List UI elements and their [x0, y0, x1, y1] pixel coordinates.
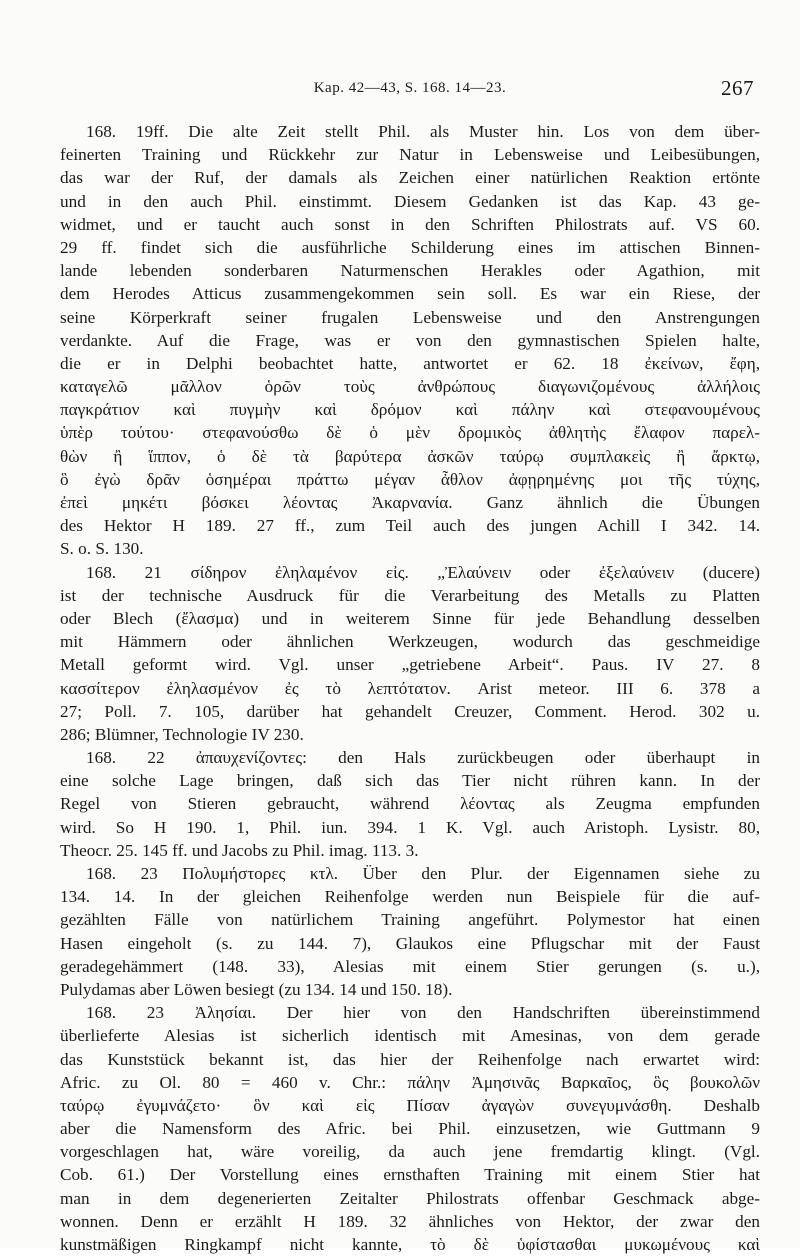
- text-line: 168. 19ff. Die alte Zeit stellt Phil. als Muster hin. Los von dem über-: [86, 122, 760, 141]
- text-line: S. o. S. 130.: [60, 539, 144, 559]
- text-line: wird. So H 190. 1, Phil. iun. 394. 1 K. Vgl. auch Aristoph. Lysistr. 80,: [60, 817, 760, 837]
- text-line: widmet, und er taucht auch sonst in den Schriften Philostrats auf. VS 60.: [60, 214, 760, 234]
- text-line: 168. 21 σίδηρον ἐληλαμένον εἰς. „Ἐλαύνειν oder ἐξελαύνειν (ducere): [86, 562, 760, 582]
- running-head: [60, 76, 760, 106]
- text-line: seine Körperkraft seiner frugalen Lebensweise und den Anstrengungen: [60, 307, 760, 327]
- text-line: 286; Blümner, Technologie IV 230.: [60, 724, 304, 744]
- text-line: des Hektor H 189. 27 ff., zum Teil auch des jungen Achill I 342. 14.: [60, 516, 760, 536]
- text-line: Metall geformt wird. Vgl. unser „getriebene Arbeit“. Paus. IV 27. 8: [60, 655, 760, 675]
- text-line: das Kunststück bekannt ist, das hier der Reihenfolge nach erwartet wird:: [60, 1049, 760, 1069]
- text-line: oder Blech (ἔλασμα) und in weiterem Sinne für jede Behandlung desselben: [60, 608, 760, 628]
- text-line: geradegehämmert (148. 33), Alesias mit einem Stier gerungen (s. u.),: [60, 956, 760, 976]
- text-line: 168. 22 ἀπαυχενίζοντες: den Hals zurückbeugen oder überhaupt in: [86, 748, 760, 768]
- text-line: Cob. 61.) Der Vorstellung eines ernsthaften Training mit einem Stier hat: [60, 1165, 760, 1185]
- text-line: Hasen eingeholt (s. zu 144. 7), Glaukos eine Pflugschar mit der Faust: [60, 933, 760, 953]
- text-line: Pulydamas aber Löwen besiegt (zu 134. 14 und 150. 18).: [60, 979, 453, 999]
- text-line: vorgeschlagen hat, wäre voreilig, da auch jene fremdartig klingt. (Vgl.: [60, 1142, 760, 1162]
- text-line: lande lebenden sonderbaren Naturmenschen Herakles oder Agathion, mit: [60, 261, 760, 281]
- text-line: 27; Poll. 7. 105, darüber hat gehandelt Creuzer, Comment. Herod. 302 u.: [60, 701, 760, 721]
- text-line: ὑπὲρ τούτου· στεφανούσθω δὲ ὁ μὲν δρομικὸς ἀθλητὴς ἔλαφον παρελ-: [60, 423, 760, 443]
- text-line: ist der technische Ausdruck für die Verarbeitung des Metalls zu Platten: [60, 585, 760, 605]
- text-line: die er in Delphi beobachtet hatte, antwortet er 62. 18 ἐκείνων, ἔφη,: [60, 353, 760, 373]
- text-line: 134. 14. In der gleichen Reihenfolge werden nun Beispiele für die auf-: [60, 887, 760, 907]
- text-line: καταγελῶ μᾶλλον ὁρῶν τοὺς ἀνθρώπους διαγωνιζομένους ἀλλήλοις: [60, 377, 760, 397]
- text-line: ταύρῳ ἐγυμνάζετο· ὃν καὶ εἰς Πίσαν ἀγαγὼν συνεγυμνάσθη. Deshalb: [60, 1095, 760, 1115]
- text-line: ὃ ἐγὼ δρᾶν ὁσημέραι πράττω μέγαν ἆθλον ἀφῃρημένης μοι τῆς τύχης,: [60, 469, 760, 489]
- text-line: man in dem degenerierten Zeitalter Philostrats offenbar Geschmack abge-: [60, 1188, 760, 1208]
- text-line: aber die Namensform des Afric. bei Phil. einzusetzen, wie Guttmann 9: [60, 1119, 760, 1139]
- text-line: Regel von Stieren gebraucht, während λέοντας als Zeugma empfunden: [60, 794, 760, 814]
- text-line: verdankte. Auf die Frage, was er von den gymnastischen Spielen halte,: [60, 330, 760, 350]
- text-line: mit Hämmern oder ähnlichen Werkzeugen, wodurch das geschmeidige: [60, 632, 760, 652]
- text-line: 168. 23 Ἀλησίαι. Der hier von den Handschriften übereinstimmend: [86, 1003, 760, 1023]
- page-number: 267: [721, 76, 754, 100]
- text-line: das war der Ruf, der damals als Zeichen einer natürlichen Reaktion ertönte: [60, 168, 760, 188]
- text-line: παγκράτιον καὶ πυγμὴν καὶ δρόμον καὶ πάλην καὶ στεφανουμένους: [60, 400, 760, 420]
- text-line: 168. 23 Πολυμήστορες κτλ. Über den Plur. der Eigennamen siehe zu: [86, 864, 760, 883]
- text-line: kunstmäßigen Ringkampf nicht kannte, τὸ δὲ ὑφίστασθαι μυκωμένους καὶ: [60, 1235, 760, 1254]
- text-line: Afric. zu Ol. 80 = 460 v. Chr.: πάλην Ἀμησινᾶς Βαρκαῖος, ὃς βουκολῶν: [60, 1072, 760, 1092]
- text-line: κασσίτερον ἐληλασμένον ἐς τὸ λεπτότατον. Arist meteor. III 6. 378 a: [60, 678, 760, 698]
- text-line: wonnen. Denn er erzählt H 189. 32 ähnliches von Hektor, der zwar den: [60, 1211, 760, 1231]
- commentary-text: [60, 120, 760, 1256]
- text-line: 29 ff. findet sich die ausführliche Schilderung eines im attischen Binnen-: [60, 237, 760, 257]
- text-line: feinerten Training und Rückkehr zur Natur in Lebensweise und Leibesübungen,: [60, 145, 760, 165]
- text-line: eine solche Lage bringen, daß sich das Tier nicht rühren kann. In der: [60, 771, 760, 791]
- text-line: Theocr. 25. 145 ff. und Jacobs zu Phil. imag. 113. 3.: [60, 840, 419, 860]
- text-line: θὼν ἢ ἵππον, ὁ δὲ τὰ βαρύτερα ἀσκῶν ταύρῳ συμπλακεὶς ἢ ἄρκτῳ,: [60, 446, 760, 466]
- text-line: gezählten Fälle von natürlichem Training angeführt. Polymestor hat einen: [60, 910, 760, 930]
- text-line: dem Herodes Atticus zusammengekommen sein soll. Es war ein Riese, der: [60, 284, 760, 304]
- text-line: und in den auch Phil. einstimmt. Diesem Gedanken ist das Kap. 43 ge-: [60, 191, 760, 211]
- text-line: ἐπεὶ μηκέτι βόσκει λέοντας Ἀκαρνανία. Ganz ähnlich die Übungen: [60, 493, 760, 512]
- text-line: überlieferte Alesias ist sicherlich identisch mit Amesinas, von dem gerade: [60, 1026, 760, 1046]
- running-title: Kap. 42—43, S. 168. 14—23.: [313, 80, 507, 96]
